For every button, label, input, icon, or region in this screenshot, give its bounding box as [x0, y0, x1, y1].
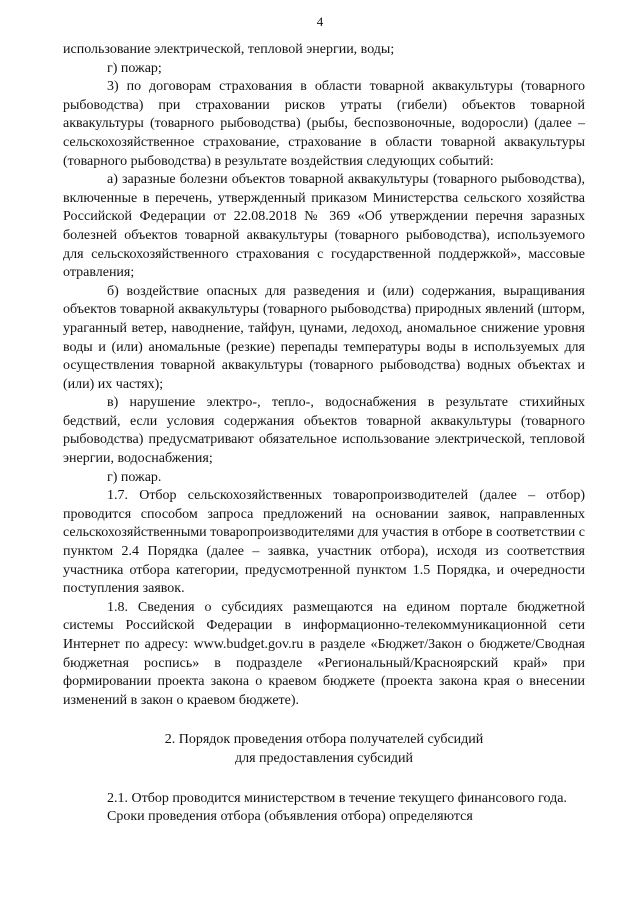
section-heading-line-1: 2. Порядок проведения отбора получателей субсидий: [164, 732, 484, 748]
paragraph-deadlines: Сроки проведения отбора (объявления отбора) определяются: [107, 809, 473, 825]
paragraph-item-3-insurance: 3) по договорам страхования в области товарной аквакультуры (товарного рыбоводства) при страховании рисков утраты (гибели) объектов товарной аквакультуры (товарного рыбоводства) (рыбы, беспозвоночные, водоросли) (далее – сельскохозяйственное страхование, страхование в области товарной аквакультуры (товарного рыбоводства) в результате воздействия следующих событий:: [63, 79, 585, 169]
paragraph-clause-1-7: 1.7. Отбор сельскохозяйственных товаропроизводителей (далее – отбор) проводится способом запроса предложений на основании заявок, направленных сельскохозяйственными товаропроизводителями для участия в отборе в соответствии с пунктом 2.4 Порядка (далее – заявка, участник отбора), исходя из соответствия участника отбора категории, предусмотренной пунктом 1.5 Порядка, и очередности поступления заявок.: [63, 488, 585, 597]
paragraph-item-a-diseases: а) заразные болезни объектов товарной аквакультуры (товарного рыбоводства), включенные в перечень, утвержденный приказом Министерства сельского хозяйства Российской Федерации от 22.08.2018 № 369 «Об утверждении перечня заразных болезней объектов товарной аквакультуры (товарного рыбоводства), используемого для сельскохозяйственного страхования с государственной поддержкой», массовые отравления;: [63, 172, 585, 281]
paragraph-item-b-natural-events: б) воздействие опасных для разведения и (или) содержания, выращивания объектов товарной аквакультуры (товарного рыбоводства) природных явлений (шторм, ураганный ветер, наводнение, тайфун, цунами, ледоход, аномальное снижение уровня воды и (или) аномальные (резкие) перепады температуры воды в используемых для осуществления товарной аквакультуры (товарного рыбоводства) водных объектах и (или) их частях);: [63, 283, 585, 392]
document-body: [63, 41, 585, 827]
paragraph-clause-1-8: 1.8. Сведения о субсидиях размещаются на едином портале бюджетной системы Российской Федерации в информационно-телекоммуникационной сети Интернет по адресу: www.budget.gov.ru в разделе «Бюджет/Закон о бюджете/Сводная бюджетная роспись» в подразделе «Региональный/Красноярский край» при формировании проекта закона о краевом бюджете (проекта закона края о внесении изменений в закон о краевом бюджете).: [63, 599, 585, 708]
paragraph-item-g-fire-2: г) пожар.: [107, 469, 162, 485]
paragraph-continuation: использование электрической, тепловой энергии, воды;: [63, 42, 395, 57]
page-number: 4: [316, 14, 324, 29]
paragraph-clause-2-1: 2.1. Отбор проводится министерством в течение текущего финансового года.: [107, 790, 567, 806]
section-heading-line-2: для предоставления субсидий: [234, 750, 414, 766]
paragraph-item-g-fire: г) пожар;: [107, 60, 162, 76]
paragraph-item-v-supply-disruption: в) нарушение электро-, тепло-, водоснабжения в результате стихийных бедствий, если условия содержания объектов товарной аквакультуры (товарного рыбоводства) предусматривают обязательное использование электрической, тепловой энергии, водоснабжения;: [63, 395, 585, 467]
section-heading: [63, 731, 585, 768]
